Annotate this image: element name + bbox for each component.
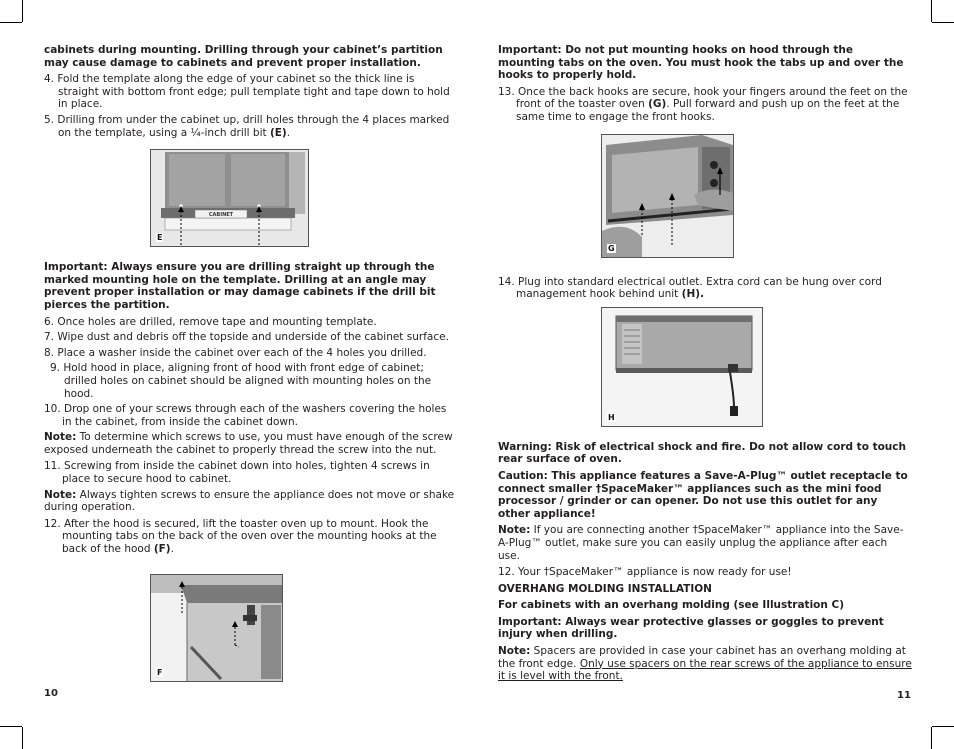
caution-text: Caution: This appliance features a Save-A-Plug™ outlet receptacle to connect smaller †SpaceMaker™ appliances such as the mini food processor / grinder or can opener. Do not use this outlet for any other appliance! (498, 469, 908, 520)
step-11: 11. Screwing from inside the cabinet down into holes, tighten 4 screws in place to secure hood to cabinet. (44, 460, 430, 486)
note-screws: Note: To determine which screws to use, you must have enough of the screw exposed underneath the cabinet to properly thread the screw into the nut. (44, 431, 453, 456)
crop-mark (0, 22, 22, 23)
step-5: 5. Drilling from under the cabinet up, drill holes through the 4 places marked on the template, using a ¼-inch drill bit (E). (44, 113, 450, 139)
overhang-heading: OVERHANG MOLDING INSTALLATION (498, 582, 712, 595)
note-tighten: Note: Always tighten screws to ensure the appliance does not move or shake during operation. (44, 488, 455, 514)
page-number-right: 11 (897, 690, 911, 701)
step-14: 14. Plug into standard electrical outlet. Extra cord can be hung over cord management hook behind unit (H). (498, 275, 882, 301)
step-12-mount: 12. After the hood is secured, lift the toaster oven up to mount. Hook the mounting tabs on the back of the oven over the mounting hooks at the back of the hood (F). (44, 517, 437, 556)
figure-f-illustration (150, 574, 283, 682)
important-drilling-note: Important: Always ensure you are drilling straight up through the marked mounting hole on the template. Drilling at an angle may prevent proper installation or may damage cabinets if the drill bit pierces the partition. (44, 261, 436, 311)
important-hooks-note: Important: Do not put mounting hooks on hood through the mounting tabs on the oven. You must hook the tabs up and over the hooks to properly hold. (498, 44, 904, 82)
left-page-column (44, 44, 458, 682)
note-spacers: Note: Spacers are provided in case your cabinet has an overhang molding at the front edge. Only use spacers on the rear screws of the appliance to ensure it is level with the front. (498, 645, 912, 683)
right-page-column (498, 44, 912, 687)
figure-label-e: E (157, 233, 163, 243)
step-6: 6. Once holes are drilled, remove tape and mounting template. (44, 315, 377, 328)
figure-label-h: H (608, 412, 615, 422)
figure-label-g: G (608, 243, 615, 253)
crop-mark (22, 727, 23, 749)
figure-g-illustration (601, 134, 734, 258)
figure-e-illustration (150, 149, 309, 247)
crop-mark (932, 726, 954, 727)
step-4: 4. Fold the template along the edge of your cabinet so the thick line is straight with bottom front edge; pull template tight and tape down to hold in place. (44, 73, 450, 111)
cord-management-drawing (602, 308, 762, 426)
page-number-left: 10 (44, 688, 58, 699)
template-label: CABINET (208, 212, 234, 219)
crop-mark (0, 726, 22, 727)
mounting-hooks-drawing (151, 575, 282, 681)
figure-h-illustration (601, 307, 763, 427)
cabinet-template-drawing (151, 150, 308, 246)
step-10: 10. Drop one of your screws through each of the washers covering the holes in the cabinet, from inside the cabinet down. (44, 403, 447, 428)
warning-text: Warning: Risk of electrical shock and fire. Do not allow cord to touch rear surface of oven. (498, 440, 906, 466)
step-8: 8. Place a washer inside the cabinet over each of the 4 holes you drilled. (44, 346, 427, 359)
step-7: 7. Wipe dust and debris off the topside and underside of the cabinet surface. (44, 331, 449, 344)
crop-mark (931, 727, 932, 749)
note-save-a-plug: Note: If you are connecting another †SpaceMaker™ appliance into the Save-A-Plug™ outlet, make sure you can easily unplug the appliance after each use. (498, 524, 904, 562)
crop-mark (22, 0, 23, 22)
important-goggles-note: Important: Always wear protective glasses or goggles to prevent injury when drilling. (498, 615, 884, 641)
overhang-subheading: For cabinets with an overhang molding (see Illustration C) (498, 599, 845, 612)
step-9: 9. Hold hood in place, aligning front of hood with front edge of cabinet; drilled holes on cabinet should be aligned with mounting holes on the hood. (50, 362, 432, 400)
ready-for-use-text: 12. Your †SpaceMaker™ appliance is now ready for use! (498, 566, 792, 579)
front-hooks-drawing (602, 135, 733, 257)
lead-warning-text: cabinets during mounting. Drilling through your cabinet’s partition may cause damage to cabinets and prevent proper installation. (44, 44, 443, 69)
step-13: 13. Once the back hooks are secure, hook your fingers around the feet on the front of the toaster oven (G). Pull forward and push up on the feet at the same time to engage the front hooks. (498, 85, 908, 123)
crop-mark (931, 0, 932, 22)
crop-mark (932, 22, 954, 23)
figure-label-f: F (157, 667, 163, 677)
